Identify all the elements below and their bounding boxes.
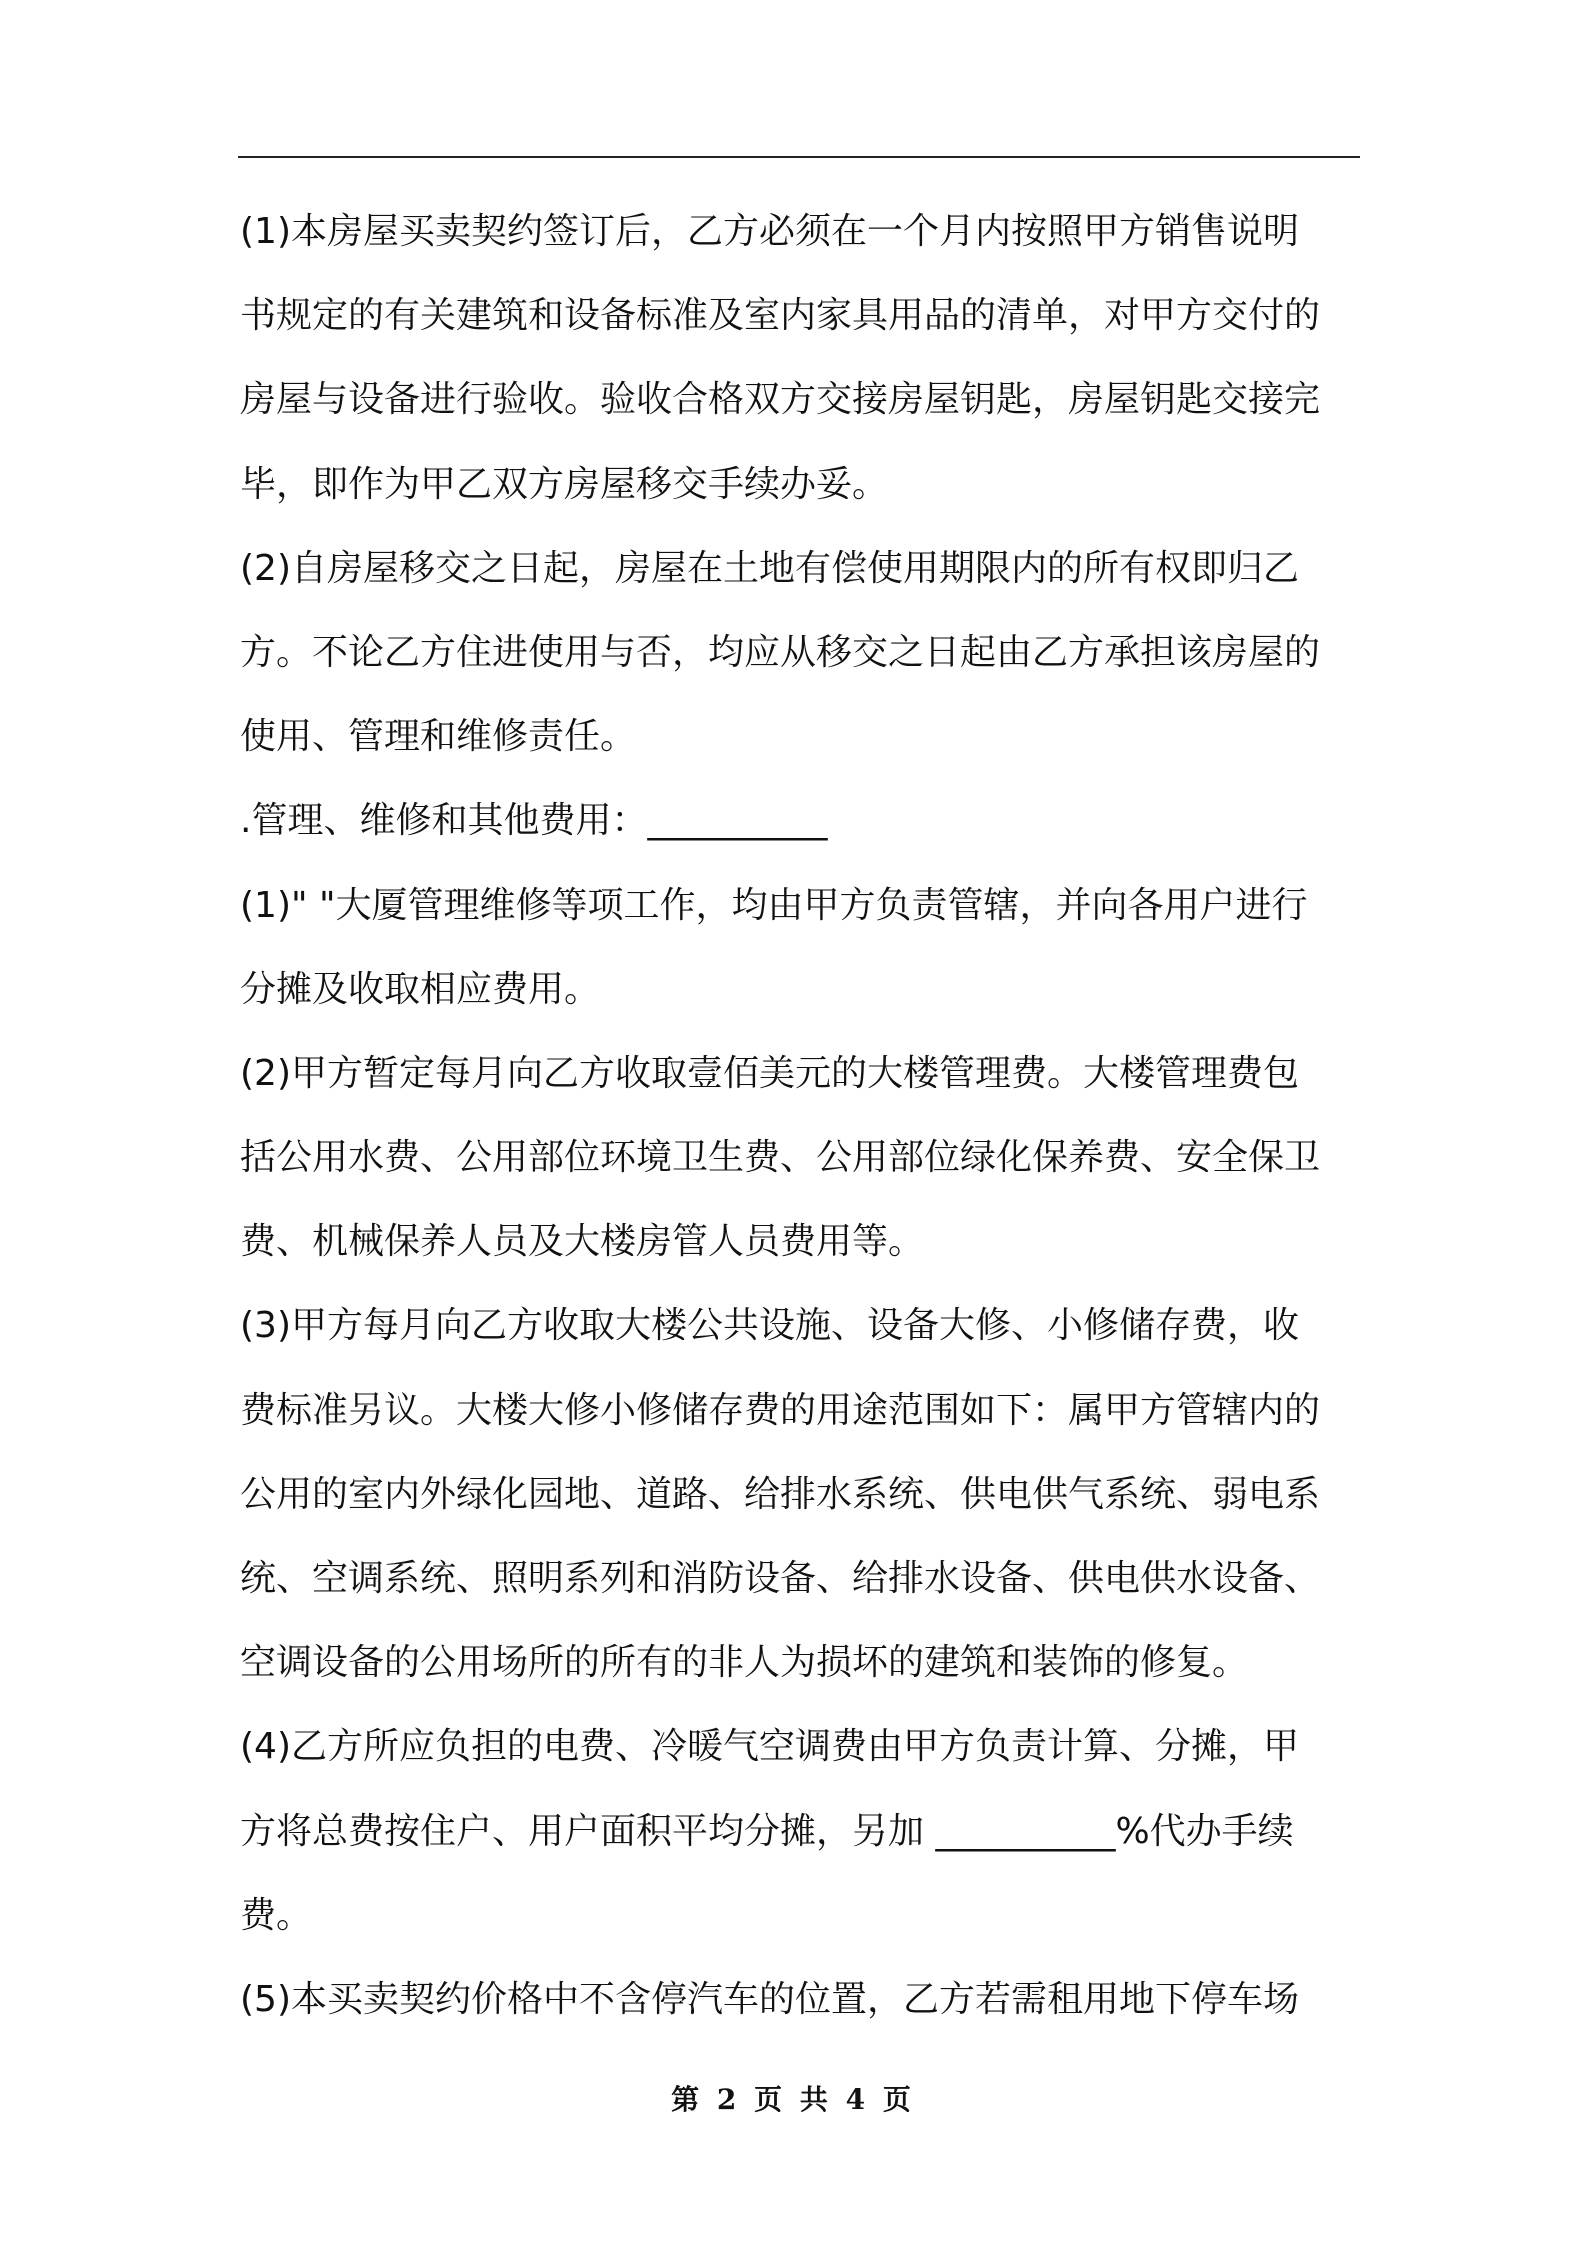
text-line: 书规定的有关建筑和设备标准及室内家具用品的清单，对甲方交付的 xyxy=(240,295,1321,337)
text-line: 空调设备的公用场所的所有的非人为损坏的建筑和装饰的修复。 xyxy=(240,1642,1249,1684)
text-line: .管理、维修和其他费用：__________ xyxy=(240,800,828,842)
text-line: 公用的室内外绿化园地、道路、给排水系统、供电供气系统、弱电系 xyxy=(240,1473,1321,1515)
text-line: (2)自房屋移交之日起，房屋在土地有偿使用期限内的所有权即归乙 xyxy=(240,547,1299,589)
text-line: 房屋与设备进行验收。验收合格双方交接房屋钥匙，房屋钥匙交接完 xyxy=(240,379,1321,421)
text-line: 费、机械保养人员及大楼房管人员费用等。 xyxy=(240,1221,925,1263)
text-line: 费标准另议。大楼大修小修储存费的用途范围如下：属甲方管辖内的 xyxy=(240,1389,1321,1431)
header-rule xyxy=(238,156,1360,158)
page-number: 第 2 页 共 4 页 xyxy=(671,2083,915,2116)
text-line: (3)甲方每月向乙方收取大楼公共设施、设备大修、小修储存费，收 xyxy=(240,1305,1299,1347)
text-line: (1)本房屋买卖契约签订后，乙方必须在一个月内按照甲方销售说明 xyxy=(240,211,1299,252)
text-line: (4)乙方所应负担的电费、冷暖气空调费由甲方负责计算、分摊，甲 xyxy=(240,1726,1299,1768)
text-line: 分摊及收取相应费用。 xyxy=(240,968,601,1010)
text-line: 方。不论乙方住进使用与否，均应从移交之日起由乙方承担该房屋的 xyxy=(240,631,1321,673)
text-line: 统、空调系统、照明系列和消防设备、给排水设备、供电供水设备、 xyxy=(240,1558,1321,1599)
text-line: 费。 xyxy=(240,1894,313,1936)
text-line: 使用、管理和维修责任。 xyxy=(240,716,637,758)
text-line: (5)本买卖契约价格中不含停汽车的位置，乙方若需租用地下停车场 xyxy=(240,1978,1299,2020)
document-body xyxy=(240,190,1365,2042)
text-line: 毕，即作为甲乙双方房屋移交手续办妥。 xyxy=(240,463,889,505)
text-line: (2)甲方暂定每月向乙方收取壹佰美元的大楼管理费。大楼管理费包 xyxy=(240,1052,1299,1094)
text-line: (1)" "大厦管理维修等项工作，均由甲方负责管辖，并向各用户进行 xyxy=(240,884,1308,926)
text-line: 括公用水费、公用部位环境卫生费、公用部位绿化保养费、安全保卫 xyxy=(240,1137,1321,1179)
text-line: 方将总费按住户、用户面积平均分摊，另加 __________%代办手续 xyxy=(240,1810,1294,1852)
